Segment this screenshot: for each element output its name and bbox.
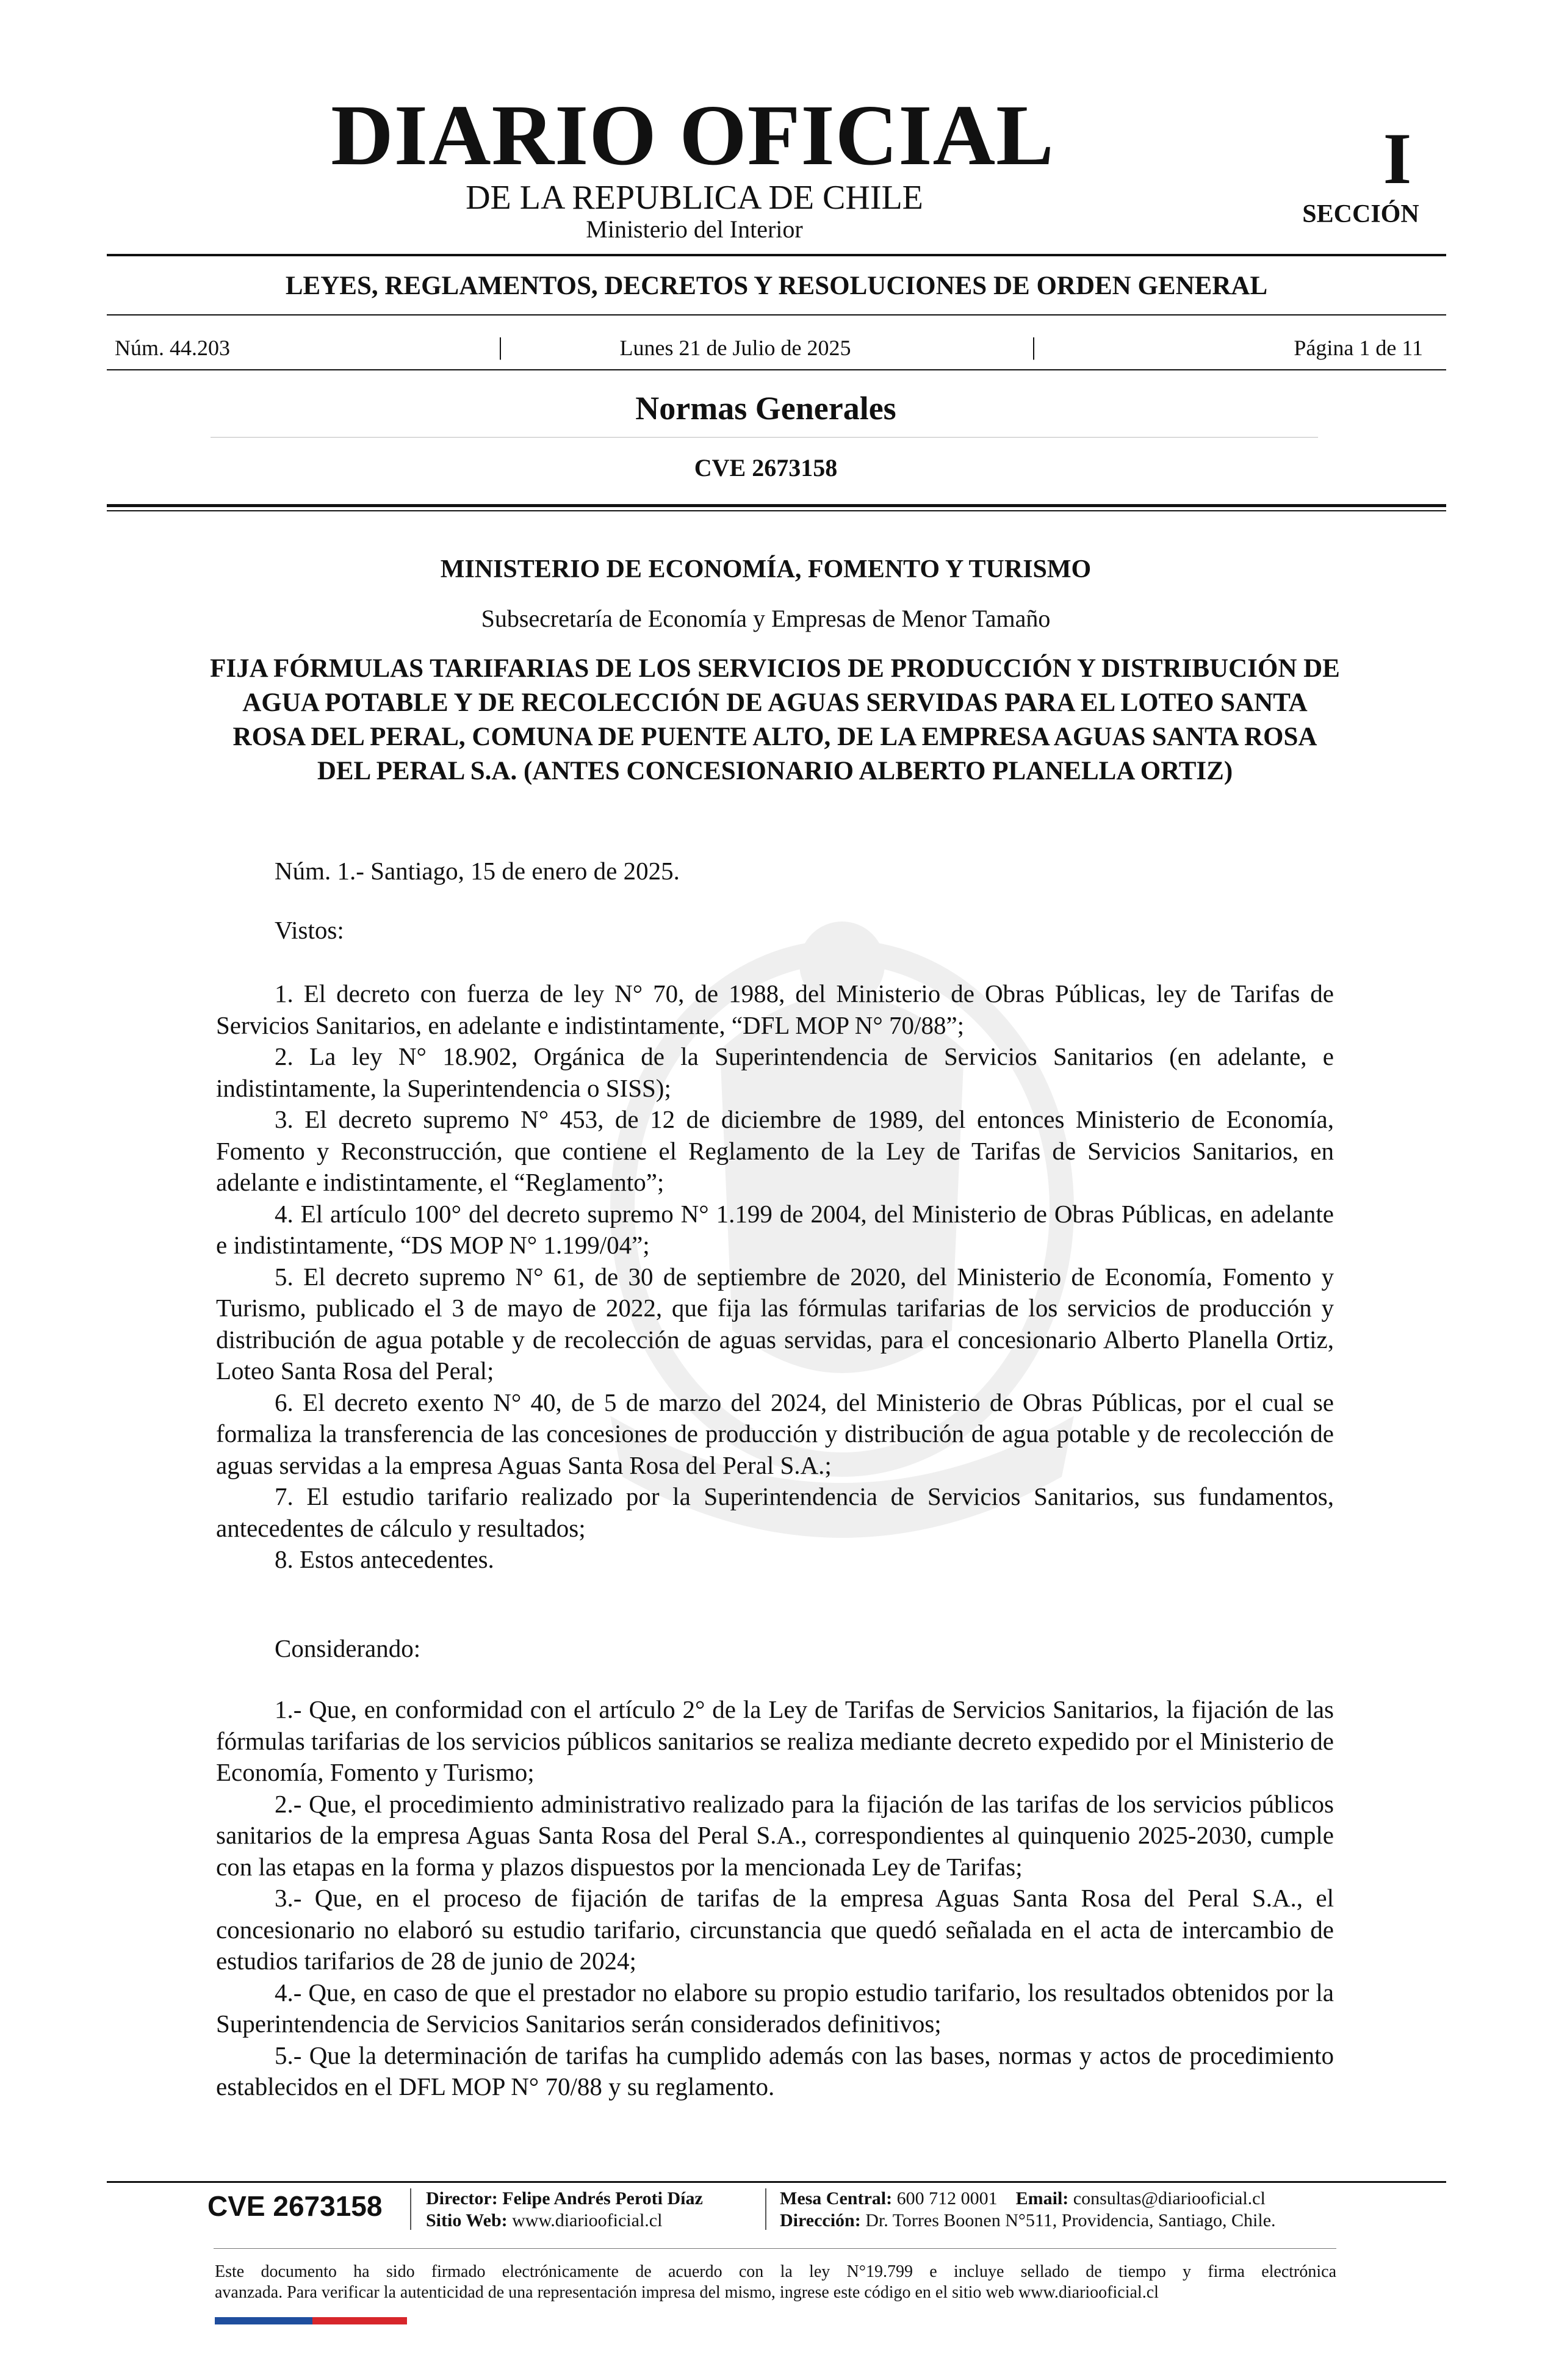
issue-separator: | <box>1031 333 1037 360</box>
footer-contact: Mesa Central: 600 712 0001 Email: consultas@diariooficial.cl Dirección: Dr. Torres Boonen N°511, Providencia, Santiago, Chile. <box>780 2188 1276 2230</box>
vistos-item: 2. La ley N° 18.902, Orgánica de la Superintendencia de Servicios Sanitarios (en adelante, e indistintamente, la Superintendencia o SISS); <box>216 1042 1334 1102</box>
considerando-item: 4.- Que, en caso de que el prestador no elabore su propio estudio tarifario, los resultados obtenidos por la Superintendencia de Servicios Sanitarios serán considerados definitivos; <box>216 1978 1334 2038</box>
masthead-title: DIARIO OFICIAL <box>331 87 1054 183</box>
considerando-list <box>216 1694 1334 2103</box>
vistos-item: 4. El artículo 100° del decreto supremo N° 1.199 de 2004, del Ministerio de Obras Públicas, en adelante e indistintamente, “DS MOP N° 1.199/04”; <box>216 1199 1334 1259</box>
legal-notice <box>215 2262 1336 2303</box>
section-heading: Normas Generales <box>635 390 896 427</box>
banner-rule <box>107 314 1446 316</box>
footer-rule <box>107 2181 1446 2183</box>
considerando-item: 3.- Que, en el proceso de fijación de tarifas de la empresa Aguas Santa Rosa del Peral S.A., el concesionario no elaboró su estudio tarifario, circunstancia que quedó señalada en el acta de intercambio de estudios tarifarios de 28 de junio de 2024; <box>216 1884 1334 1975</box>
decree-number-line: Núm. 1.- Santiago, 15 de enero de 2025. <box>275 857 680 885</box>
legal-line: avanzada. Para verificar la autenticidad de una representación impresa del mismo, ingrese este código en el sitio web www.diariooficial.cl <box>215 2283 1159 2302</box>
footer-divider <box>410 2188 411 2230</box>
masthead-ministry: Ministerio del Interior <box>586 215 803 243</box>
legal-line: Este documento ha sido firmado electrónicamente de acuerdo con la ley N°19.799 e incluye sellado de tiempo y firma electrónica <box>215 2262 1336 2281</box>
vistos-list <box>216 978 1334 1576</box>
flag-stripe-blue <box>215 2317 312 2324</box>
issue-separator: | <box>498 333 503 360</box>
flag-stripe-red <box>312 2317 407 2324</box>
heading-double-rule <box>107 510 1446 511</box>
considerando-item: 5.- Que la determinación de tarifas ha cumplido además con las bases, normas y actos de procedimiento establecidos en el DFL MOP N° 70/88 y su reglamento. <box>216 2041 1334 2101</box>
vistos-heading: Vistos: <box>275 916 344 944</box>
normas-rule <box>211 437 1318 438</box>
banner-heading: LEYES, REGLAMENTOS, DECRETOS Y RESOLUCIONES DE ORDEN GENERAL <box>285 272 1268 300</box>
considerando-item: 1.- Que, en conformidad con el artículo 2° de la Ley de Tarifas de Servicios Sanitarios, la fijación de las fórmulas tarifarias de los servicios públicos sanitarios se realiza mediante decreto expedido por el Ministerio de Economía, Fomento y Turismo; <box>216 1695 1334 1786</box>
subsecretaria-heading: Subsecretaría de Economía y Empresas de Menor Tamaño <box>481 605 1051 632</box>
vistos-item: 3. El decreto supremo N° 453, de 12 de diciembre de 1989, del entonces Ministerio de Economía, Fomento y Reconstrucción, que contiene el Reglamento de la Ley de Tarifas de Servicios Sanitarios, en adelante e indistintamente, el “Reglamento”; <box>216 1105 1334 1196</box>
footer-divider <box>765 2188 766 2230</box>
cve-code: CVE 2673158 <box>694 454 838 481</box>
document-title: FIJA FÓRMULAS TARIFARIAS DE LOS SERVICIOS DE PRODUCCIÓN Y DISTRIBUCIÓN DE AGUA POTABLE Y DE RECOLECCIÓN DE AGUAS SERVIDAS PARA EL LOTEO SANTA ROSA DEL PERAL, COMUNA DE PUENTE ALTO, DE LA EMPRESA AGUAS SANTA ROSA DEL PERAL S.A. (ANTES CONCESIONARIO ALBERTO PLANELLA ORTIZ) <box>210 654 1340 785</box>
vistos-item: 8. Estos antecedentes. <box>275 1545 494 1573</box>
vistos-item: 6. El decreto exento N° 40, de 5 de marzo del 2024, del Ministerio de Obras Públicas, por el cual se formaliza la transferencia de las concesiones de producción y distribución de agua potable y de recolección de aguas servidas a la empresa Aguas Santa Rosa del Peral S.A.; <box>216 1388 1334 1479</box>
considerando-item: 2.- Que, el procedimiento administrativo realizado para la fijación de las tarifas de los servicios públicos sanitarios de la empresa Aguas Santa Rosa del Peral S.A., correspondientes al quinquenio 2025-2030, cumple con las etapas en la forma y plazos dispuestos por la mencionada Ley de Tarifas; <box>216 1789 1334 1881</box>
masthead-subtitle: DE LA REPUBLICA DE CHILE <box>466 179 923 217</box>
considerando-heading: Considerando: <box>275 1634 421 1662</box>
footer-director: Director: Felipe Andrés Peroti Díaz Sitio Web: www.diariooficial.cl <box>426 2188 703 2230</box>
vistos-item: 1. El decreto con fuerza de ley N° 70, de 1988, del Ministerio de Obras Públicas, ley de Tarifas de Servicios Sanitarios, en adelante e indistintamente, “DFL MOP N° 70/88”; <box>216 979 1334 1039</box>
footer-rule <box>214 2248 1336 2249</box>
page-indicator: Página 1 de 11 <box>1294 336 1423 360</box>
issue-date: Lunes 21 de Julio de 2025 <box>619 336 851 360</box>
section-label: SECCIÓN <box>1302 200 1419 228</box>
info-rule <box>107 369 1446 370</box>
footer-cve-code: CVE 2673158 <box>207 2190 383 2222</box>
heading-double-rule <box>107 504 1446 507</box>
vistos-item: 7. El estudio tarifario realizado por la Superintendencia de Servicios Sanitarios, sus fundamentos, antecedentes de cálculo y resultados; <box>216 1482 1334 1542</box>
masthead-rule <box>107 254 1446 256</box>
issue-number: Núm. 44.203 <box>115 336 230 360</box>
section-number: I <box>1383 118 1412 199</box>
vistos-item: 5. El decreto supremo N° 61, de 30 de septiembre de 2020, del Ministerio de Economía, Fomento y Turismo, publicado el 3 de mayo de 2022, que fija las fórmulas tarifarias de los servicios de producción y distribución de agua potable y de recolección de aguas servidas, para el concesionario Alberto Planella Ortiz, Loteo Santa Rosa del Peral; <box>216 1262 1334 1385</box>
ministry-heading: MINISTERIO DE ECONOMÍA, FOMENTO Y TURISMO <box>440 555 1092 583</box>
